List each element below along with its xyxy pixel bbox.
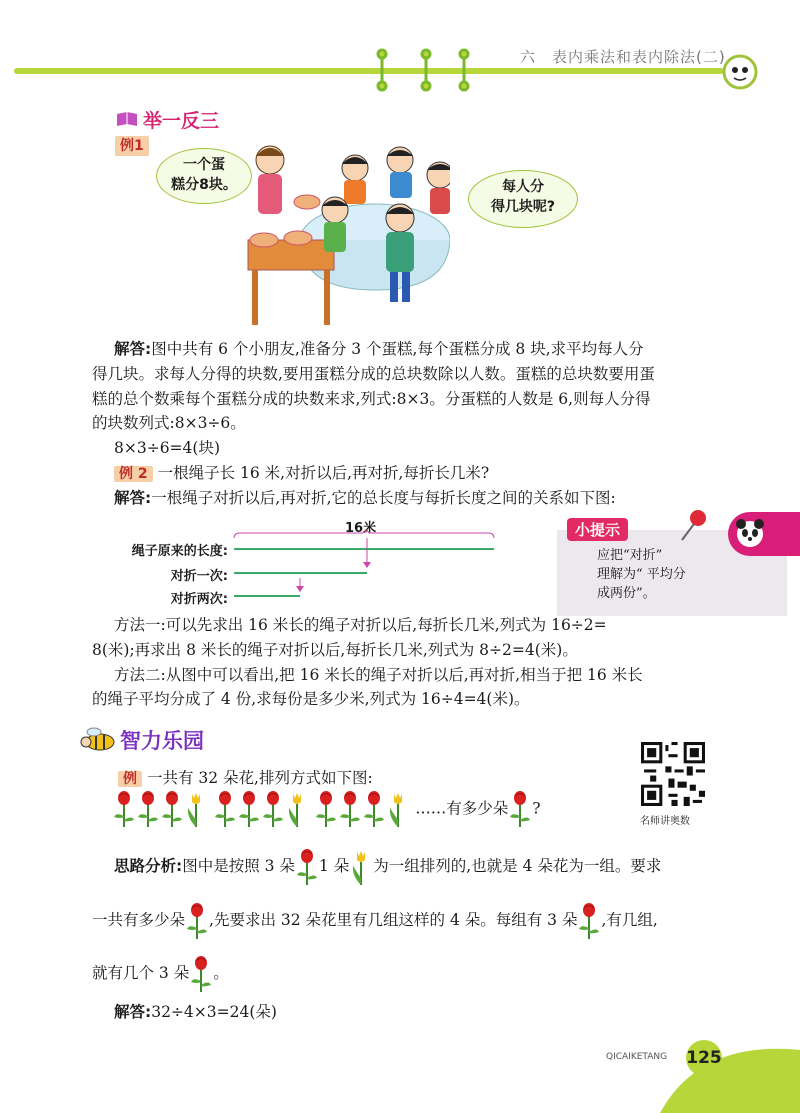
example3-tag: 例 [118, 771, 142, 787]
final-answer [114, 1000, 277, 1025]
question-mark: ? [532, 799, 541, 818]
red-rose-icon [362, 790, 386, 828]
red-rose-icon [213, 790, 237, 828]
children-cake-illustration [240, 130, 450, 330]
analysis-1b: 1 朵 [318, 857, 350, 875]
analysis-label: 思路分析: [114, 857, 183, 875]
tip-line2: 理解为“ 平均分 [597, 567, 686, 582]
method2-line1: 方法二:从图中可以看出,把 16 米长的绳子对折以后,再对折,相当于把 16 米长 [114, 665, 643, 684]
analysis-2b: ,先要求出 32 朵花里有几组这样的 4 朵。每组有 3 朵 [209, 911, 578, 929]
tip-line3: 成两份”。 [597, 586, 656, 601]
red-rose-icon [160, 790, 184, 828]
pushpin-icon [678, 508, 712, 544]
chapter-title: 六 表内乘法和表内除法(二) [520, 48, 726, 66]
red-rose-icon [112, 790, 136, 828]
final-answer-label: 解答: [114, 1003, 152, 1021]
red-rose-icon [237, 790, 261, 828]
analysis-line2 [92, 902, 658, 940]
red-rose-icon [508, 790, 532, 828]
analysis-1a: 图中是按照 3 朵 [182, 857, 295, 875]
section-title-zlly: 智力乐园 [120, 729, 204, 753]
flower-row [112, 790, 541, 828]
yellow-tulip-icon [386, 790, 410, 828]
answer1-line1: 图中共有 6 个小朋友,准备分 3 个蛋糕,每个蛋糕分成 8 块,求平均每人分 [151, 340, 644, 358]
red-rose-icon [136, 790, 160, 828]
header-clips [370, 48, 470, 92]
answer1-line3: 糕的总个数乘每个蛋糕分成的块数来求,列式:8×3。分蛋糕的人数是 6,则每人分得 [92, 389, 651, 408]
answer1-line4: 的块数列式:8×3÷6。 [92, 414, 246, 433]
header-mascot-icon [722, 54, 758, 90]
flower-suffix: ……有多少朵 [415, 799, 509, 818]
header-bar [14, 68, 724, 74]
example3-text: 一共有 32 朵花,排列方式如下图: [146, 769, 373, 787]
methods-block [92, 613, 732, 712]
diagram-row1-label: 绳子原来的长度: [131, 544, 228, 559]
diagram-row2-label: 对折一次: [170, 569, 228, 584]
analysis-2c: ,有几组, [601, 911, 658, 929]
answer1-label: 解答: [114, 340, 152, 358]
diagram-row3-label: 对折两次: [170, 592, 228, 607]
answer2-label: 解答: [114, 488, 152, 507]
example2-tag: 例 2 [114, 466, 153, 482]
analysis-2a: 一共有多少朵 [92, 911, 186, 929]
example1-tag: 例1 [115, 136, 149, 156]
page-number: 125 [686, 1040, 722, 1076]
example3-row [118, 766, 373, 791]
bubble-left-line1: 一个蛋 [183, 157, 225, 173]
bee-mascot-icon [78, 726, 118, 752]
yellow-tulip-icon [349, 848, 373, 886]
analysis-line1 [114, 848, 661, 886]
analysis-line3 [92, 955, 229, 993]
analysis-1c: 为一组排列的,也就是 4 朵花为一组。要求 [373, 857, 662, 875]
tip-title: 小提示 [567, 518, 628, 541]
answer1-block [92, 337, 732, 511]
final-answer-text: 32÷4×3=24(朵) [151, 1003, 277, 1021]
yellow-tulip-icon [285, 790, 309, 828]
method1-line2: 8(米);再求出 8 米长的绳子对折以后,每折长几米,列式为 8÷2=4(米)。 [92, 640, 578, 659]
answer2-text: 一根绳子对折以后,再对折,它的总长度与每折长度之间的关系如下图: [151, 488, 616, 507]
example2-question: 一根绳子长 16 米,对折以后,再对折,每折长几米? [157, 463, 490, 482]
speech-bubble-right [468, 170, 578, 228]
qr-code[interactable] [641, 742, 705, 806]
bubble-right-line1: 每人分 [502, 179, 544, 195]
page-brand: QICAIKETANG [606, 1052, 668, 1062]
book-icon [115, 110, 139, 128]
method2-line2: 的绳子平均分成了 4 份,求每份是多少米,列式为 16÷4=4(米)。 [92, 690, 530, 709]
red-rose-icon [577, 902, 601, 940]
rope-diagram [230, 530, 505, 605]
analysis-3b: 。 [213, 964, 229, 982]
answer1-line2: 得几块。求每人分得的块数,要用蛋糕分成的总块数除以人数。蛋糕的总块数要用蛋 [92, 364, 655, 383]
red-rose-icon [295, 848, 319, 886]
analysis-3a: 就有几个 3 朵 [92, 964, 190, 982]
red-rose-icon [314, 790, 338, 828]
bubble-left-line2: 糕分8块。 [171, 177, 237, 193]
qr-caption: 名师讲奥数 [640, 816, 690, 827]
answer1-result: 8×3÷6=4(块) [114, 439, 221, 458]
bubble-right-line2: 得几块呢? [490, 199, 556, 215]
yellow-tulip-icon [184, 790, 208, 828]
footer-curve [640, 1030, 800, 1113]
red-rose-icon [185, 902, 209, 940]
method1-line1: 方法一:可以先求出 16 米长的绳子对折以后,每折长几米,列式为 16÷2= [114, 616, 607, 634]
section-title-jyfs: 举一反三 [143, 110, 220, 132]
red-rose-icon [338, 790, 362, 828]
diagram-top-label: 16米 [345, 521, 377, 536]
speech-bubble-left [156, 148, 252, 204]
red-rose-icon [189, 955, 213, 993]
tip-line1: 应把“对折” [597, 548, 663, 563]
red-rose-icon [261, 790, 285, 828]
panda-icon [734, 518, 766, 550]
